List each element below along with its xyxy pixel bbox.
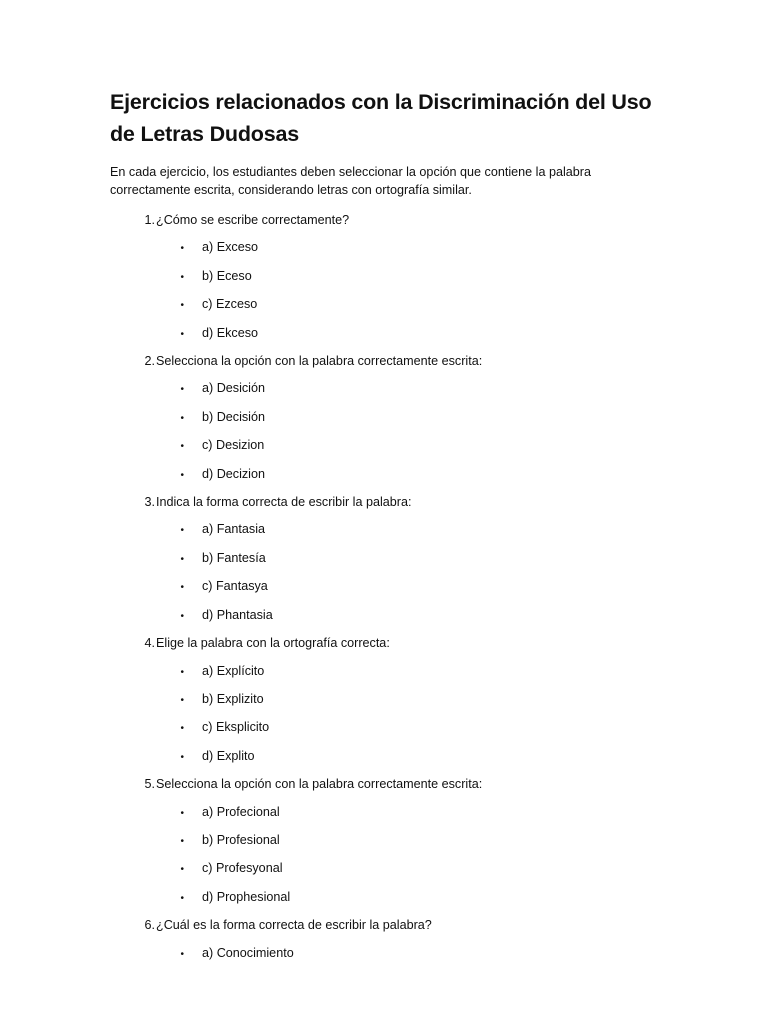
bullet-icon: • <box>180 694 184 706</box>
option-item <box>110 714 670 742</box>
question-text: Selecciona la opción con la palabra correctamente escrita: <box>156 777 483 792</box>
bullet-icon: • <box>180 723 184 735</box>
bullet-icon: • <box>180 864 184 876</box>
option-text: d) Explito <box>202 748 255 763</box>
question-item <box>110 630 670 771</box>
option-item <box>110 573 670 601</box>
option-text: c) Desizion <box>202 438 265 453</box>
option-item <box>110 320 670 348</box>
bullet-icon: • <box>180 948 184 960</box>
option-text: a) Exceso <box>202 240 258 255</box>
question-item <box>110 348 670 489</box>
document-title: Ejercicios relacionados con la Discriminación del Uso de Letras Dudosas <box>110 90 652 146</box>
option-item <box>110 855 670 883</box>
option-text: b) Eceso <box>202 268 252 283</box>
bullet-icon: • <box>180 271 184 283</box>
option-text: a) Explícito <box>202 663 265 678</box>
option-list <box>110 658 670 772</box>
option-text: c) Ezceso <box>202 297 258 312</box>
option-text: a) Profecional <box>202 804 280 819</box>
option-list <box>110 234 670 348</box>
question-item <box>110 912 670 968</box>
bullet-icon: • <box>180 835 184 847</box>
bullet-icon: • <box>180 807 184 819</box>
option-item <box>110 686 670 714</box>
bullet-icon: • <box>180 525 184 537</box>
option-text: a) Fantasia <box>202 522 265 537</box>
question-number: 5. <box>144 777 155 792</box>
option-item <box>110 461 670 489</box>
bullet-icon: • <box>180 582 184 594</box>
option-item <box>110 375 670 403</box>
option-text: b) Profesional <box>202 832 280 847</box>
option-text: b) Explizito <box>202 691 264 706</box>
document-page <box>110 86 670 968</box>
option-item <box>110 234 670 262</box>
option-item <box>110 291 670 319</box>
option-text: c) Profesyonal <box>202 861 283 876</box>
bullet-icon: • <box>180 469 184 481</box>
option-item <box>110 602 670 630</box>
option-item <box>110 545 670 573</box>
question-number: 3. <box>144 495 155 510</box>
option-item <box>110 404 670 432</box>
question-item <box>110 771 670 912</box>
bullet-icon: • <box>180 441 184 453</box>
option-item <box>110 516 670 544</box>
bullet-icon: • <box>180 892 184 904</box>
option-list <box>110 799 670 913</box>
option-item <box>110 827 670 855</box>
intro-paragraph: En cada ejercicio, los estudiantes deben seleccionar la opción que contiene la palabra correctamente escrita, considerando letras con ortografía similar. <box>110 165 591 197</box>
bullet-icon: • <box>180 300 184 312</box>
question-text: Indica la forma correcta de escribir la palabra: <box>156 495 412 510</box>
option-text: a) Desición <box>202 381 265 396</box>
option-list <box>110 375 670 489</box>
option-item <box>110 263 670 291</box>
option-text: a) Conocimiento <box>202 945 294 960</box>
question-text: ¿Cuál es la forma correcta de escribir la palabra? <box>156 918 432 933</box>
question-text: Elige la palabra con la ortografía correcta: <box>156 636 390 651</box>
bullet-icon: • <box>180 328 184 340</box>
option-item <box>110 940 670 968</box>
question-item <box>110 489 670 630</box>
bullet-icon: • <box>180 610 184 622</box>
question-text: ¿Cómo se escribe correctamente? <box>156 213 350 227</box>
bullet-icon: • <box>180 751 184 763</box>
option-text: c) Eksplicito <box>202 720 270 735</box>
question-text: Selecciona la opción con la palabra correctamente escrita: <box>156 354 483 369</box>
option-item <box>110 432 670 460</box>
option-text: c) Fantasya <box>202 579 268 594</box>
option-item <box>110 884 670 912</box>
option-item <box>110 658 670 686</box>
question-number: 4. <box>144 636 155 651</box>
option-list <box>110 516 670 630</box>
option-text: d) Ekceso <box>202 325 258 340</box>
option-text: d) Decizion <box>202 466 265 481</box>
option-text: d) Phantasia <box>202 607 273 622</box>
question-list <box>110 207 670 968</box>
bullet-icon: • <box>180 666 184 678</box>
option-list <box>110 940 670 968</box>
option-item <box>110 799 670 827</box>
option-text: b) Fantesía <box>202 550 266 565</box>
option-text: d) Prophesional <box>202 889 291 904</box>
bullet-icon: • <box>180 384 184 396</box>
option-text: b) Decisión <box>202 409 265 424</box>
bullet-icon: • <box>180 553 184 565</box>
question-number: 6. <box>144 918 155 933</box>
question-number: 1. <box>144 213 155 227</box>
bullet-icon: • <box>180 412 184 424</box>
option-item <box>110 743 670 771</box>
question-number: 2. <box>144 354 155 369</box>
question-item <box>110 207 670 348</box>
bullet-icon: • <box>180 243 184 255</box>
